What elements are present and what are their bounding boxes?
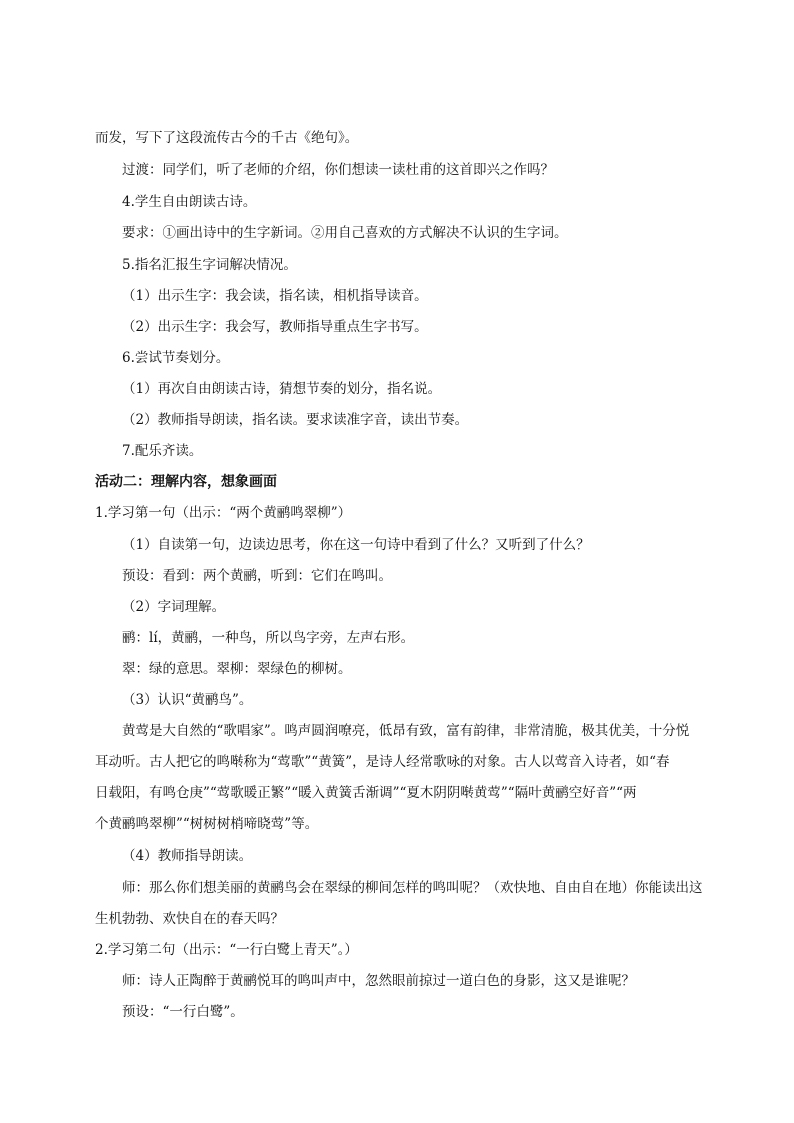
paragraph-line: 师：诗人正陶醉于黄鹂悦耳的鸣叫声中，忽然眼前掠过一道白色的身影，这又是谁呢？	[122, 973, 635, 989]
paragraph-line: 日载阳，有鸣仓庚”“莺歌暖正繁”“暖入黄簧舌渐调”“夏木阴阴啭黄莺”“隔叶黄鹂空好音”“两	[95, 785, 637, 801]
paragraph-line: 翠：绿的意思。翠柳：翠绿色的柳树。	[122, 661, 352, 677]
paragraph-line: 生机勃勃、欢快自在的春天吗？	[95, 911, 284, 927]
paragraph-line: 耳动听。古人把它的鸣啭称为“莺歌”“黄簧”，是诗人经常歌咏的对象。古人以莺音入诗者，如“春	[95, 754, 670, 770]
section-heading: 活动二：理解内容，想象画面	[95, 474, 277, 490]
paragraph-line: 4.学生自由朗读古诗。	[122, 194, 257, 210]
paragraph-line: 要求：①画出诗中的生字新词。②用自己喜欢的方式解决不认识的生字词。	[122, 225, 568, 241]
paragraph-line: 5.指名汇报生字词解决情况。	[122, 257, 297, 273]
paragraph-line: 个黄鹂鸣翠柳”“树树树梢啼晓莺”等。	[95, 816, 319, 832]
paragraph-line: 6.尝试节奏划分。	[122, 350, 230, 366]
paragraph-line: 而发，写下了这段流传古今的千古《绝句》。	[95, 130, 359, 146]
paragraph-line: （1）出示生字：我会读，指名读，相机指导读音。	[122, 288, 428, 304]
paragraph-line: 鹂：lí，黄鹂，一种鸟，所以鸟字旁，左声右形。	[122, 630, 415, 646]
paragraph-line: （2）出示生字：我会写，教师指导重点生字书写。	[122, 319, 428, 335]
paragraph-line: （1）再次自由朗读古诗，猜想节奏的划分，指名说。	[122, 381, 442, 397]
paragraph-line: （2）字词理解。	[122, 599, 226, 615]
paragraph-line: （2）教师指导朗读，指名读。要求读准字音，读出节奏。	[122, 412, 469, 428]
paragraph-line: （4）教师指导朗读。	[122, 848, 253, 864]
paragraph-line: 7.配乐齐读。	[122, 443, 203, 459]
paragraph-line: （1）自读第一句，边读边思考，你在这一句诗中看到了什么？又听到了什么？	[122, 537, 590, 553]
paragraph-line: （3）认识“黄鹂鸟”。	[122, 692, 253, 708]
paragraph-line: 过渡：同学们，听了老师的介绍，你们想读一读杜甫的这首即兴之作吗？	[122, 162, 554, 178]
paragraph-line: 1.学习第一句（出示：“两个黄鹂鸣翠柳”）	[95, 505, 352, 521]
paragraph-line: 黄莺是大自然的“歌唱家”。鸣声圆润嘹亮，低昂有致，富有韵律，非常清脆，极其优美，十分悦	[122, 723, 690, 739]
paragraph-line: 预设：“一行白鹭”。	[122, 1004, 244, 1020]
paragraph-line: 预设：看到：两个黄鹂，听到：它们在鸣叫。	[122, 568, 392, 584]
paragraph-line: 2.学习第二句（出示：“一行白鹭上青天”。）	[95, 942, 358, 958]
paragraph-line: 师：那么你们想美丽的黄鹂鸟会在翠绿的柳间怎样的鸣叫呢？（欢快地、自由自在地）你能读出这	[122, 880, 703, 896]
